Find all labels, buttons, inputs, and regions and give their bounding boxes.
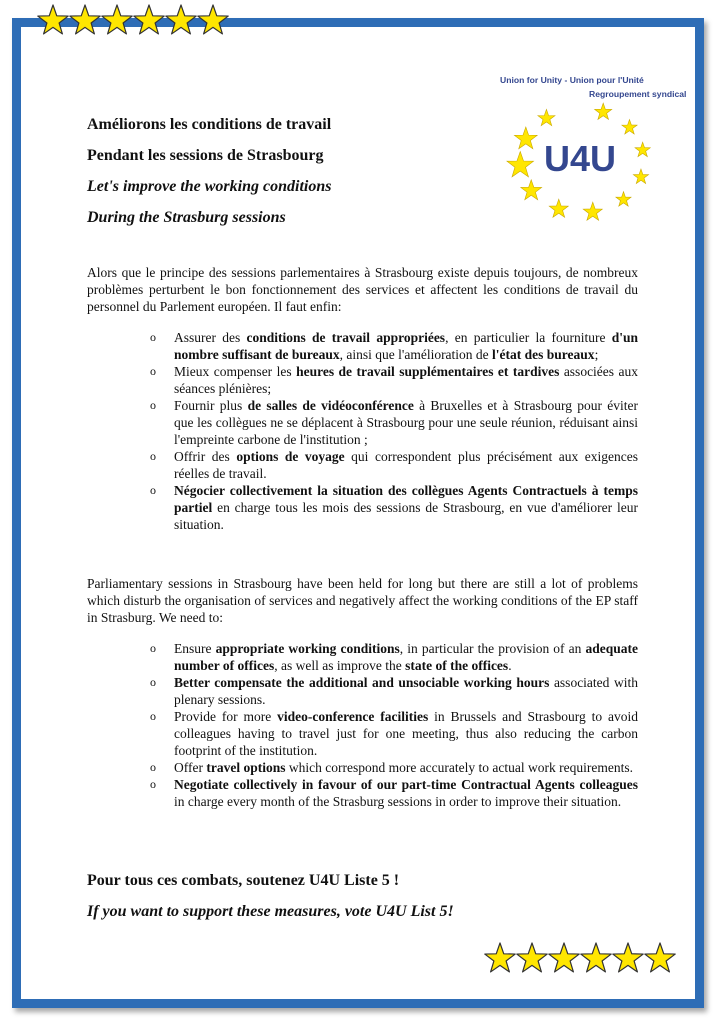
u4u-logo <box>500 75 687 225</box>
list-item <box>150 708 638 759</box>
list-fr <box>150 329 638 533</box>
closing-fr: Pour tous ces combats, soutenez U4U Liste 5 ! <box>87 872 400 889</box>
star-icon <box>644 941 676 975</box>
emphasis-text: options de voyage <box>236 449 345 464</box>
logo-star-icon <box>507 152 534 177</box>
bullet-icon: o <box>150 398 156 412</box>
list-item <box>150 448 638 482</box>
list-item <box>150 482 638 533</box>
list-item <box>150 776 638 810</box>
stars-bottom <box>484 941 676 977</box>
star-icon <box>516 941 548 975</box>
title-fr-1: Améliorons les conditions de travail <box>87 116 332 133</box>
list-text: qui correspondent plus précisément aux exigences réelles de travail. <box>174 449 638 481</box>
star-icon <box>612 941 644 975</box>
emphasis-text: state of the offices <box>405 658 509 673</box>
emphasis-text: video-conference facilities <box>277 709 429 724</box>
intro-fr: Alors que le principe des sessions parlementaires à Strasbourg existe depuis toujours, de nombreux problèmes perturbent le bon fonctionnement des services et affectent les conditions de travail du personnel du Parlement européen. Il faut enfin: <box>87 265 638 314</box>
list-text: Mieux compenser les <box>174 364 297 379</box>
list-text: en charge tous les mois des sessions de Strasbourg, en vue d'améliorer leur situation. <box>174 500 638 532</box>
emphasis-text: Better compensate the additional and unsociable working hours <box>174 675 550 690</box>
logo-star-icon <box>549 199 568 217</box>
logo-star-icon <box>616 192 631 206</box>
list-text: Offer <box>174 760 207 775</box>
list-text: associées aux séances plénières; <box>174 364 638 396</box>
logo-star-icon <box>514 127 537 149</box>
list-item <box>150 640 638 674</box>
star-icon <box>165 3 197 37</box>
star-icon <box>101 3 133 37</box>
list-text: Offrir des <box>174 449 237 464</box>
logo-tagline: Union for Unity - Union pour l'Unité <box>500 75 644 85</box>
list-text: Ensure <box>174 641 216 656</box>
star-icon <box>548 941 580 975</box>
list-text: which correspond more accurately to actual work requirements. <box>285 760 633 775</box>
logo-star-icon <box>622 120 637 134</box>
list-text: Provide for more <box>174 709 278 724</box>
logo-star-icon <box>595 103 612 119</box>
bullet-icon: o <box>150 675 156 689</box>
bullet-icon: o <box>150 483 156 497</box>
list-text: , ainsi que l'amélioration de <box>339 347 493 362</box>
list-text: Assurer des <box>174 330 247 345</box>
list-item <box>150 363 638 397</box>
list-item <box>150 759 638 776</box>
star-icon <box>133 3 165 37</box>
emphasis-text: de salles de vidéoconférence <box>247 398 414 413</box>
bullet-icon: o <box>150 330 156 344</box>
list-item <box>150 329 638 363</box>
bullet-icon: o <box>150 449 156 463</box>
logo-star-icon <box>521 180 542 200</box>
logo-star-icon <box>635 142 650 156</box>
emphasis-text: travel options <box>206 760 286 775</box>
bullet-icon: o <box>150 760 156 774</box>
list-item <box>150 674 638 708</box>
star-icon <box>37 3 69 37</box>
bullet-icon: o <box>150 364 156 378</box>
closing-en: If you want to support these measures, vote U4U List 5! <box>87 903 454 920</box>
list-text: associated with plenary sessions. <box>174 675 638 707</box>
list-text: à Bruxelles et à Strasbourg pour éviter que les collègues ne se déplacent à Strasbourg pour une seule réunion, réduisant ainsi l'empreinte carbone de l'institution ; <box>174 398 638 447</box>
intro-en: Parliamentary sessions in Strasbourg have been held for long but there are still a lot of problems which disturb the organisation of services and negatively affect the working conditions of the EP staff in Strasburg. We need to: <box>87 576 638 625</box>
logo-star-icon <box>633 169 648 183</box>
emphasis-text: adequate number of offices <box>174 641 638 673</box>
bullet-icon: o <box>150 641 156 655</box>
logo-name: U4U <box>543 138 617 179</box>
list-text: in Brussels and Strasbourg to avoid colleagues having to travel just for one meeting, thus also reducing the carbon footprint of the institution. <box>174 709 638 758</box>
list-text: , as well as improve the <box>274 658 406 673</box>
emphasis-text: Négocier collectivement la situation des collègues Agents Contractuels à temps partiel <box>174 483 638 515</box>
emphasis-text: conditions de travail appropriées <box>246 330 446 345</box>
list-text: . <box>508 658 512 673</box>
emphasis-text: appropriate working conditions <box>215 641 400 656</box>
list-text: in charge every month of the Strasburg sessions in order to improve their situation. <box>174 794 622 809</box>
emphasis-text: Negotiate collectively in favour of our part-time Contractual Agents colleagues <box>174 777 638 792</box>
title-en-2: During the Strasburg sessions <box>87 209 286 226</box>
emphasis-text: l'état des bureaux <box>492 347 595 362</box>
star-icon <box>197 3 229 37</box>
list-en <box>150 640 638 810</box>
logo-star-icon <box>583 202 602 220</box>
title-en-1: Let's improve the working conditions <box>87 178 332 195</box>
stars-top <box>37 3 229 39</box>
logo-star-icon <box>538 109 555 125</box>
list-item <box>150 397 638 448</box>
title-fr-2: Pendant les sessions de Strasbourg <box>87 147 324 164</box>
emphasis-text: d'un nombre suffisant de bureaux <box>174 330 638 362</box>
list-text: Fournir plus <box>174 398 248 413</box>
list-text: , in particular the provision of an <box>399 641 586 656</box>
list-text: ; <box>594 347 599 362</box>
star-icon <box>580 941 612 975</box>
star-icon <box>484 941 516 975</box>
bullet-icon: o <box>150 709 156 723</box>
emphasis-text: heures de travail supplémentaires et tardives <box>296 364 560 379</box>
list-text: , en particulier la fourniture <box>445 330 612 345</box>
bullet-icon: o <box>150 777 156 791</box>
star-icon <box>69 3 101 37</box>
logo-subtagline: Regroupement syndical <box>589 89 687 99</box>
